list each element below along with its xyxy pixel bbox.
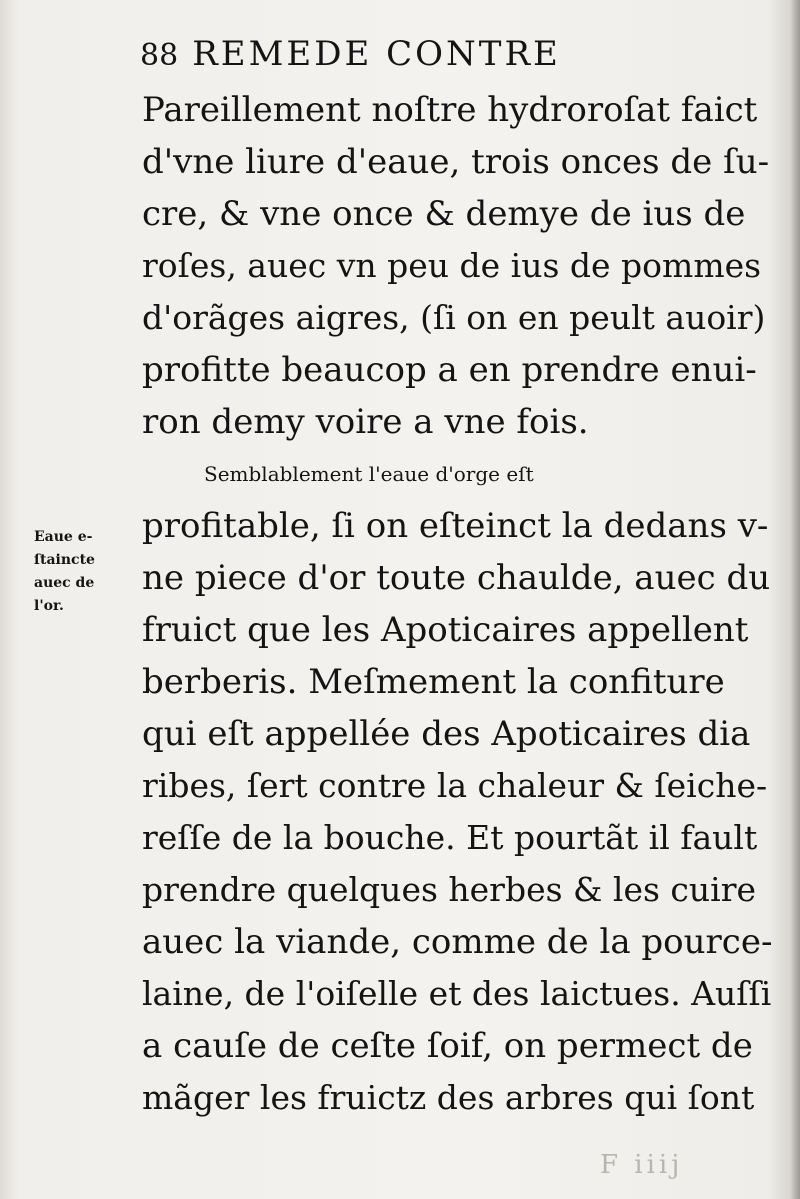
text-line: d'vne liure d'eaue, trois onces de ſu- bbox=[142, 142, 770, 182]
text-line: profitte beaucop a en prendre enui- bbox=[142, 350, 757, 390]
text-line: mãger les fruictz des arbres qui ſont bbox=[142, 1078, 755, 1117]
marginal-note-line: Eaue e- bbox=[34, 529, 93, 545]
text-line: reſſe de la bouche. Et pourtãt il fault bbox=[142, 818, 758, 857]
marginal-note bbox=[34, 526, 126, 618]
text-line: berberis. Meſmement la confiture bbox=[142, 662, 725, 702]
marginal-note-line: auec de bbox=[34, 575, 95, 591]
running-title: REMEDE CONTRE bbox=[192, 34, 561, 74]
text-line: auec la viande, comme de la pource- bbox=[142, 922, 773, 962]
text-line: ribes, ſert contre la chaleur & ſeiche- bbox=[142, 766, 768, 805]
text-line: a cauſe de ceſte ſoif, on permect de bbox=[142, 1026, 753, 1066]
text-line: cre, & vne once & demye de ius de bbox=[142, 194, 746, 234]
text-line: Pareillement noſtre hydroroſat faict bbox=[142, 90, 758, 130]
text-line: laine, de l'oiſelle et des laictues. Auſſi bbox=[142, 974, 772, 1013]
signature-mark: F iiij bbox=[600, 1150, 684, 1180]
marginal-note-line: ſtaincte bbox=[34, 552, 95, 568]
text-line: profitable, ſi on eſteinct la dedans v- bbox=[142, 506, 769, 546]
text-line: ne piece d'or toute chaulde, auec du bbox=[142, 558, 771, 598]
page-gutter-shadow bbox=[790, 0, 800, 1199]
body-text bbox=[142, 84, 772, 1124]
text-line: Semblablement l'eaue d'orge eſt bbox=[204, 462, 534, 486]
page-number: 88 bbox=[140, 38, 179, 73]
text-line: ron demy voire a vne fois. bbox=[142, 402, 589, 442]
text-line: prendre quelques herbes & les cuire bbox=[142, 870, 756, 909]
text-line: fruict que les Apoticaires appellent bbox=[142, 610, 749, 650]
running-header bbox=[140, 30, 720, 78]
marginal-note-line: l'or. bbox=[34, 598, 64, 614]
text-line: roſes, auec vn peu de ius de pommes bbox=[142, 246, 762, 285]
text-line: d'orãges aigres, (ſi on en peult auoir) bbox=[142, 298, 766, 337]
text-line: qui eſt appellée des Apoticaires dia bbox=[142, 714, 751, 754]
